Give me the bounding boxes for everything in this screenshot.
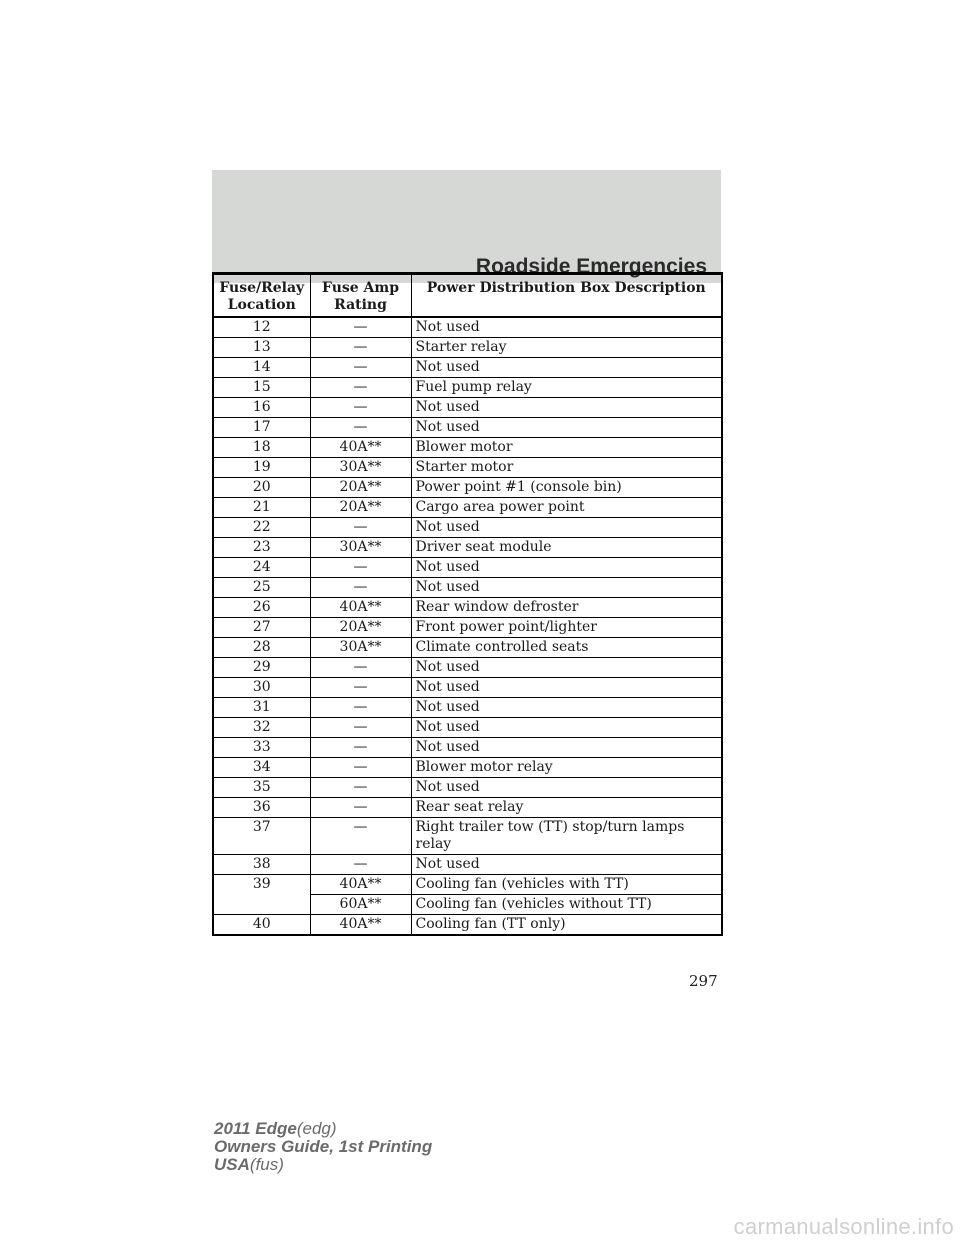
cell-description: Cooling fan (TT only) [411, 915, 722, 936]
footer-model-line: 2011 Edge(edg) [214, 1119, 337, 1138]
cell-description: Power point #1 (console bin) [411, 478, 722, 498]
cell-amp: — [310, 558, 411, 578]
cell-amp: — [310, 358, 411, 378]
cell-amp: — [310, 418, 411, 438]
cell-location: 21 [213, 498, 310, 518]
section-title: Roadside Emergencies [475, 255, 707, 278]
cell-description: Cargo area power point [411, 498, 722, 518]
cell-location: 35 [213, 778, 310, 798]
table-row [213, 658, 722, 678]
table-row [213, 598, 722, 618]
cell-location: 22 [213, 518, 310, 538]
cell-description: Not used [411, 718, 722, 738]
cell-amp: — [310, 678, 411, 698]
cell-location: 32 [213, 718, 310, 738]
cell-location: 17 [213, 418, 310, 438]
cell-description: Not used [411, 738, 722, 758]
cell-location: 16 [213, 398, 310, 418]
page-number: 297 [689, 972, 718, 990]
cell-description: Not used [411, 317, 722, 338]
table-row [213, 538, 722, 558]
cell-amp: 40A** [310, 875, 411, 895]
fuse-table [212, 272, 723, 936]
cell-location: 39 [213, 875, 310, 895]
cell-location: 31 [213, 698, 310, 718]
table-row [213, 738, 722, 758]
table-row [213, 895, 722, 915]
header-description: Power Distribution Box Description [411, 274, 722, 318]
cell-location: 12 [213, 317, 310, 338]
cell-location [213, 895, 310, 915]
cell-description: Not used [411, 558, 722, 578]
table-header-row [213, 274, 722, 318]
cell-location: 25 [213, 578, 310, 598]
cell-location: 26 [213, 598, 310, 618]
cell-location: 28 [213, 638, 310, 658]
cell-description: Driver seat module [411, 538, 722, 558]
cell-description: Not used [411, 855, 722, 875]
table-row [213, 478, 722, 498]
cell-amp: 30A** [310, 538, 411, 558]
table-row [213, 818, 722, 855]
cell-location: 30 [213, 678, 310, 698]
cell-description: Blower motor [411, 438, 722, 458]
cell-location: 37 [213, 818, 310, 855]
table-row [213, 317, 722, 338]
cell-description: Not used [411, 358, 722, 378]
cell-description: Right trailer tow (TT) stop/turn lamps relay [411, 818, 722, 855]
cell-location: 23 [213, 538, 310, 558]
cell-amp: 40A** [310, 598, 411, 618]
table-row [213, 718, 722, 738]
header-amp-rating: Fuse Amp Rating [310, 274, 411, 318]
cell-amp: 40A** [310, 438, 411, 458]
cell-location: 14 [213, 358, 310, 378]
table-row [213, 558, 722, 578]
cell-location: 19 [213, 458, 310, 478]
cell-amp: — [310, 338, 411, 358]
table-row [213, 618, 722, 638]
cell-description: Not used [411, 698, 722, 718]
cell-amp: — [310, 718, 411, 738]
cell-location: 33 [213, 738, 310, 758]
cell-amp: 20A** [310, 618, 411, 638]
cell-location: 38 [213, 855, 310, 875]
cell-description: Not used [411, 778, 722, 798]
cell-description: Starter relay [411, 338, 722, 358]
cell-amp: — [310, 698, 411, 718]
cell-amp: 60A** [310, 895, 411, 915]
cell-amp: — [310, 658, 411, 678]
cell-description: Climate controlled seats [411, 638, 722, 658]
table-row [213, 855, 722, 875]
table-row [213, 638, 722, 658]
table-row [213, 698, 722, 718]
cell-amp: — [310, 378, 411, 398]
cell-description: Front power point/lighter [411, 618, 722, 638]
cell-description: Not used [411, 678, 722, 698]
cell-amp: — [310, 818, 411, 855]
cell-amp: 40A** [310, 915, 411, 936]
cell-description: Not used [411, 418, 722, 438]
cell-location: 27 [213, 618, 310, 638]
cell-amp: — [310, 758, 411, 778]
table-row [213, 498, 722, 518]
cell-amp: — [310, 518, 411, 538]
header-location: Fuse/Relay Location [213, 274, 310, 318]
cell-location: 40 [213, 915, 310, 936]
table-row [213, 378, 722, 398]
cell-amp: 20A** [310, 478, 411, 498]
cell-location: 13 [213, 338, 310, 358]
cell-location: 36 [213, 798, 310, 818]
cell-amp: — [310, 855, 411, 875]
cell-description: Not used [411, 398, 722, 418]
cell-description: Blower motor relay [411, 758, 722, 778]
watermark: carmanualsonline.info [733, 1214, 954, 1239]
cell-location: 24 [213, 558, 310, 578]
cell-location: 29 [213, 658, 310, 678]
table-row [213, 758, 722, 778]
table-row [213, 678, 722, 698]
cell-location: 15 [213, 378, 310, 398]
table-row [213, 518, 722, 538]
footer-market-line: USA(fus) [214, 1155, 284, 1174]
cell-description: Not used [411, 518, 722, 538]
cell-location: 20 [213, 478, 310, 498]
footer [214, 1120, 432, 1174]
cell-amp: 30A** [310, 458, 411, 478]
cell-description: Cooling fan (vehicles with TT) [411, 875, 722, 895]
table-row [213, 358, 722, 378]
table-row [213, 778, 722, 798]
cell-amp: 30A** [310, 638, 411, 658]
table-row [213, 418, 722, 438]
cell-amp: 20A** [310, 498, 411, 518]
cell-amp: — [310, 778, 411, 798]
table-row [213, 438, 722, 458]
cell-description: Not used [411, 658, 722, 678]
cell-description: Rear window defroster [411, 598, 722, 618]
cell-amp: — [310, 317, 411, 338]
cell-description: Cooling fan (vehicles without TT) [411, 895, 722, 915]
cell-description: Starter motor [411, 458, 722, 478]
footer-guide-line: Owners Guide, 1st Printing [214, 1137, 433, 1156]
cell-amp: — [310, 798, 411, 818]
cell-amp: — [310, 738, 411, 758]
table-row [213, 398, 722, 418]
table-row [213, 458, 722, 478]
table-row [213, 798, 722, 818]
cell-amp: — [310, 398, 411, 418]
cell-amp: — [310, 578, 411, 598]
table-row [213, 338, 722, 358]
cell-location: 18 [213, 438, 310, 458]
cell-description: Fuel pump relay [411, 378, 722, 398]
table-row [213, 915, 722, 936]
table-row [213, 875, 722, 895]
cell-location: 34 [213, 758, 310, 778]
cell-description: Rear seat relay [411, 798, 722, 818]
table-row [213, 578, 722, 598]
section-header [212, 170, 721, 283]
cell-description: Not used [411, 578, 722, 598]
